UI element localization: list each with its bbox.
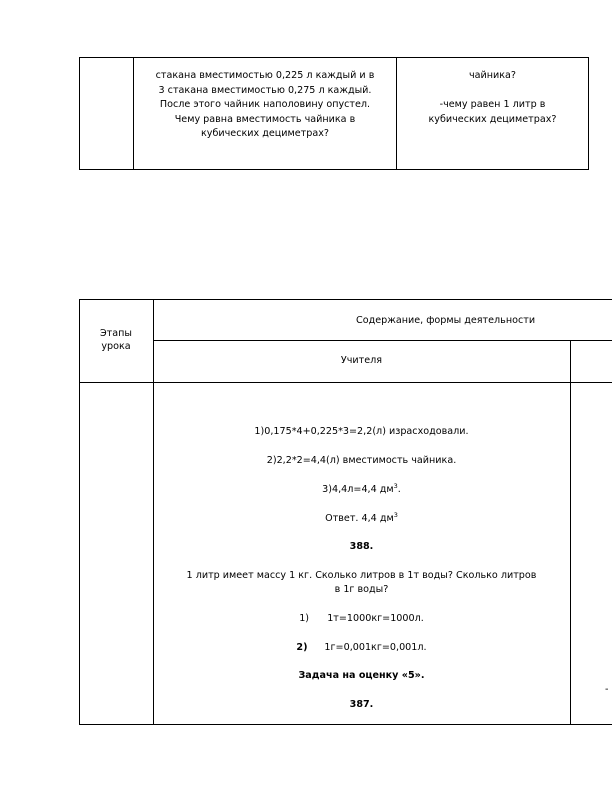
problem-line-5: кубических дециметрах? bbox=[201, 128, 329, 140]
right-cell-line-3: кубических дециметрах? bbox=[428, 113, 557, 125]
list-item-2 bbox=[154, 641, 569, 654]
teacher-header: Учителя bbox=[340, 355, 383, 366]
lesson-table-bottom-border bbox=[79, 724, 612, 725]
answer-sup: 3 bbox=[393, 511, 398, 519]
problem-line-3: После этого чайник наполовину опустел. bbox=[159, 99, 371, 111]
calculation-1: 1)0,175*4+0,225*3=2,2(л) израсходовали. bbox=[254, 426, 469, 437]
question-line-1: 1 литр имеет массу 1 кг. Сколько литров в 1т воды? Сколько литров bbox=[186, 570, 537, 581]
answer-text: Ответ. 4,4 дм bbox=[325, 513, 394, 524]
list-item-1-number: 1) bbox=[299, 613, 310, 624]
problem-line-2: 3 стакана вместимостью 0,275 л каждый. bbox=[158, 84, 372, 96]
top-table-right-cell bbox=[398, 69, 587, 127]
right-cell-line-2: -чему равен 1 литр в bbox=[439, 99, 546, 111]
lesson-table-top-border bbox=[79, 299, 612, 300]
top-table-divider-1 bbox=[133, 57, 134, 170]
list-item-1 bbox=[154, 612, 569, 625]
problem-line-1: стакана вместимостью 0,225 л каждый и в bbox=[155, 70, 375, 81]
task-388-label: 388. bbox=[349, 541, 374, 552]
task-387-label: 387. bbox=[349, 699, 374, 710]
problem-line-4: Чему равна вместимость чайника в bbox=[174, 113, 356, 125]
stages-header-line-2: урока bbox=[101, 341, 131, 352]
lesson-table-left-border bbox=[79, 299, 80, 725]
top-table-right-border bbox=[588, 57, 589, 170]
list-item-2-number: 2) bbox=[296, 642, 308, 653]
top-table-left-border bbox=[79, 57, 80, 170]
stages-header bbox=[80, 327, 152, 353]
top-table-top-border bbox=[79, 57, 589, 58]
lesson-table-teacher-divider bbox=[570, 340, 571, 725]
lesson-table-header-divider bbox=[153, 340, 612, 341]
list-item-1-text: 1т=1000кг=1000л. bbox=[327, 613, 424, 624]
stages-header-line-1: Этапы bbox=[99, 328, 132, 339]
calculation-3-text: 3)4,4л=4,4 дм bbox=[322, 484, 394, 495]
top-table-bottom-border bbox=[79, 169, 589, 170]
right-cell-line-1: чайника? bbox=[468, 70, 517, 81]
lesson-table-header-bottom bbox=[79, 382, 612, 383]
right-edge-fragment: - bbox=[605, 684, 609, 695]
answer-line bbox=[154, 512, 569, 525]
calculation-3-end: . bbox=[397, 484, 401, 495]
list-item-2-text: 1г=0,001кг=0,001л. bbox=[324, 642, 427, 653]
calculation-2: 2)2,2*2=4,4(л) вместимость чайника. bbox=[266, 455, 457, 466]
task-grade-5-label: Задача на оценку «5». bbox=[298, 670, 425, 681]
calculation-3-sup: 3 bbox=[393, 482, 398, 490]
content-title: Содержание, формы деятельности bbox=[356, 315, 536, 326]
top-table-middle-cell bbox=[136, 69, 394, 142]
calculation-3 bbox=[154, 483, 569, 496]
question-line-2: в 1г воды? bbox=[334, 584, 389, 595]
top-table-divider-2 bbox=[396, 57, 397, 170]
